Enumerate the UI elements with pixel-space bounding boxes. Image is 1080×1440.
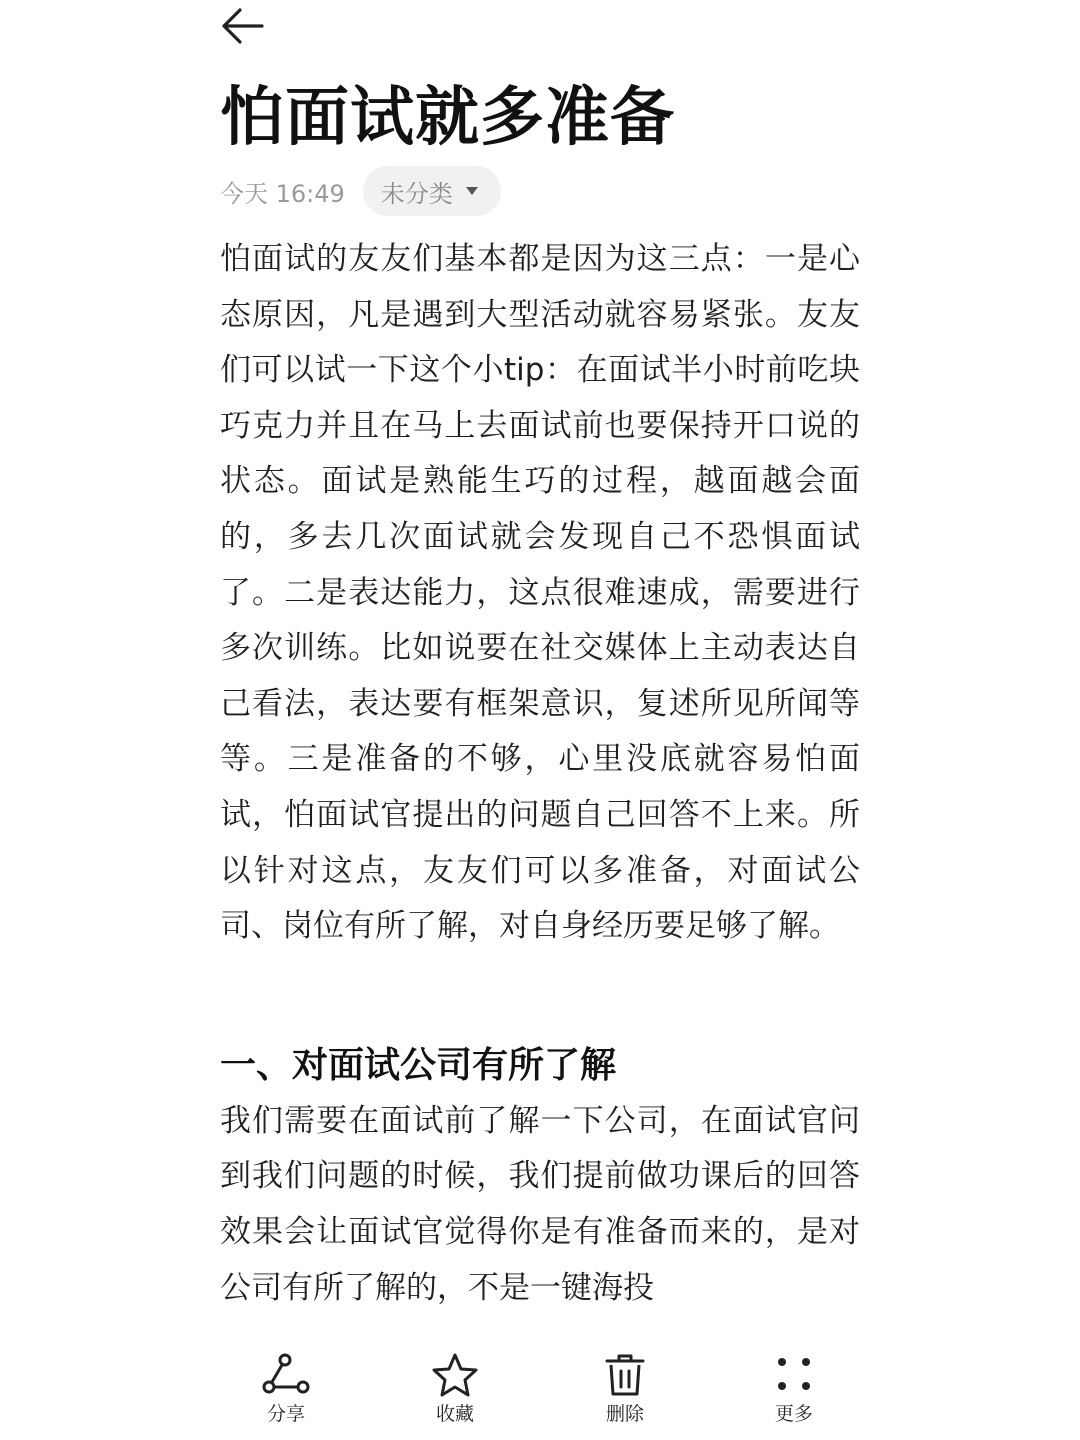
note-meta [220, 166, 501, 216]
share-icon [260, 1352, 312, 1398]
more-icon [768, 1352, 820, 1398]
intro-paragraph: 怕面试的友友们基本都是因为这三点：一是心态原因，凡是遇到大型活动就容易紧张。友友们可以试一下这个小tip：在面试半小时前吃块巧克力并且在马上去面试前也要保持开口说的状态。面试是熟能生巧的过程，越面越会面的，多去几次面试就会发现自己不恐惧面试了。二是表达能力，这点很难速成，需要进行多次训练。比如说要在社交媒体上主动表达自己看法，表达要有框架意识，复述所见所闻等等。三是准备的不够，心里没底就容易怕面试，怕面试官提出的问题自己回答不上来。所以针对这点，友友们可以多准备，对面试公司、岗位有所了解，对自身经历要足够了解。 [220, 241, 860, 945]
delete-label: 删除 [605, 1403, 644, 1425]
caret-down-icon [465, 186, 479, 196]
section-heading: 一、对面试公司有所了解 [220, 1044, 617, 1086]
section-paragraph: 我们需要在面试前了解一下公司，在面试官问到我们问题的时候，我们提前做功课后的回答效果会让面试官觉得你是有准备而来的，是对公司有所了解的，不是一键海投 [220, 1102, 860, 1306]
back-button[interactable] [214, 2, 270, 50]
note-title: 怕面试就多准备 [220, 81, 675, 155]
more-button[interactable] [734, 1352, 854, 1438]
more-label: 更多 [774, 1403, 813, 1425]
star-icon [429, 1352, 481, 1398]
category-dropdown[interactable] [363, 166, 501, 216]
favorite-label: 收藏 [435, 1403, 474, 1425]
arrow-left-icon [214, 2, 270, 50]
share-button[interactable] [226, 1352, 346, 1438]
note-timestamp: 今天 16:49 [220, 179, 345, 208]
trash-icon [599, 1352, 651, 1398]
delete-button[interactable] [565, 1352, 685, 1438]
bottom-toolbar [0, 1334, 1080, 1440]
note-body[interactable] [220, 232, 860, 1334]
favorite-button[interactable] [395, 1352, 515, 1438]
share-label: 分享 [266, 1403, 305, 1425]
category-label: 未分类 [380, 179, 453, 208]
paragraph-gap [220, 955, 860, 1038]
